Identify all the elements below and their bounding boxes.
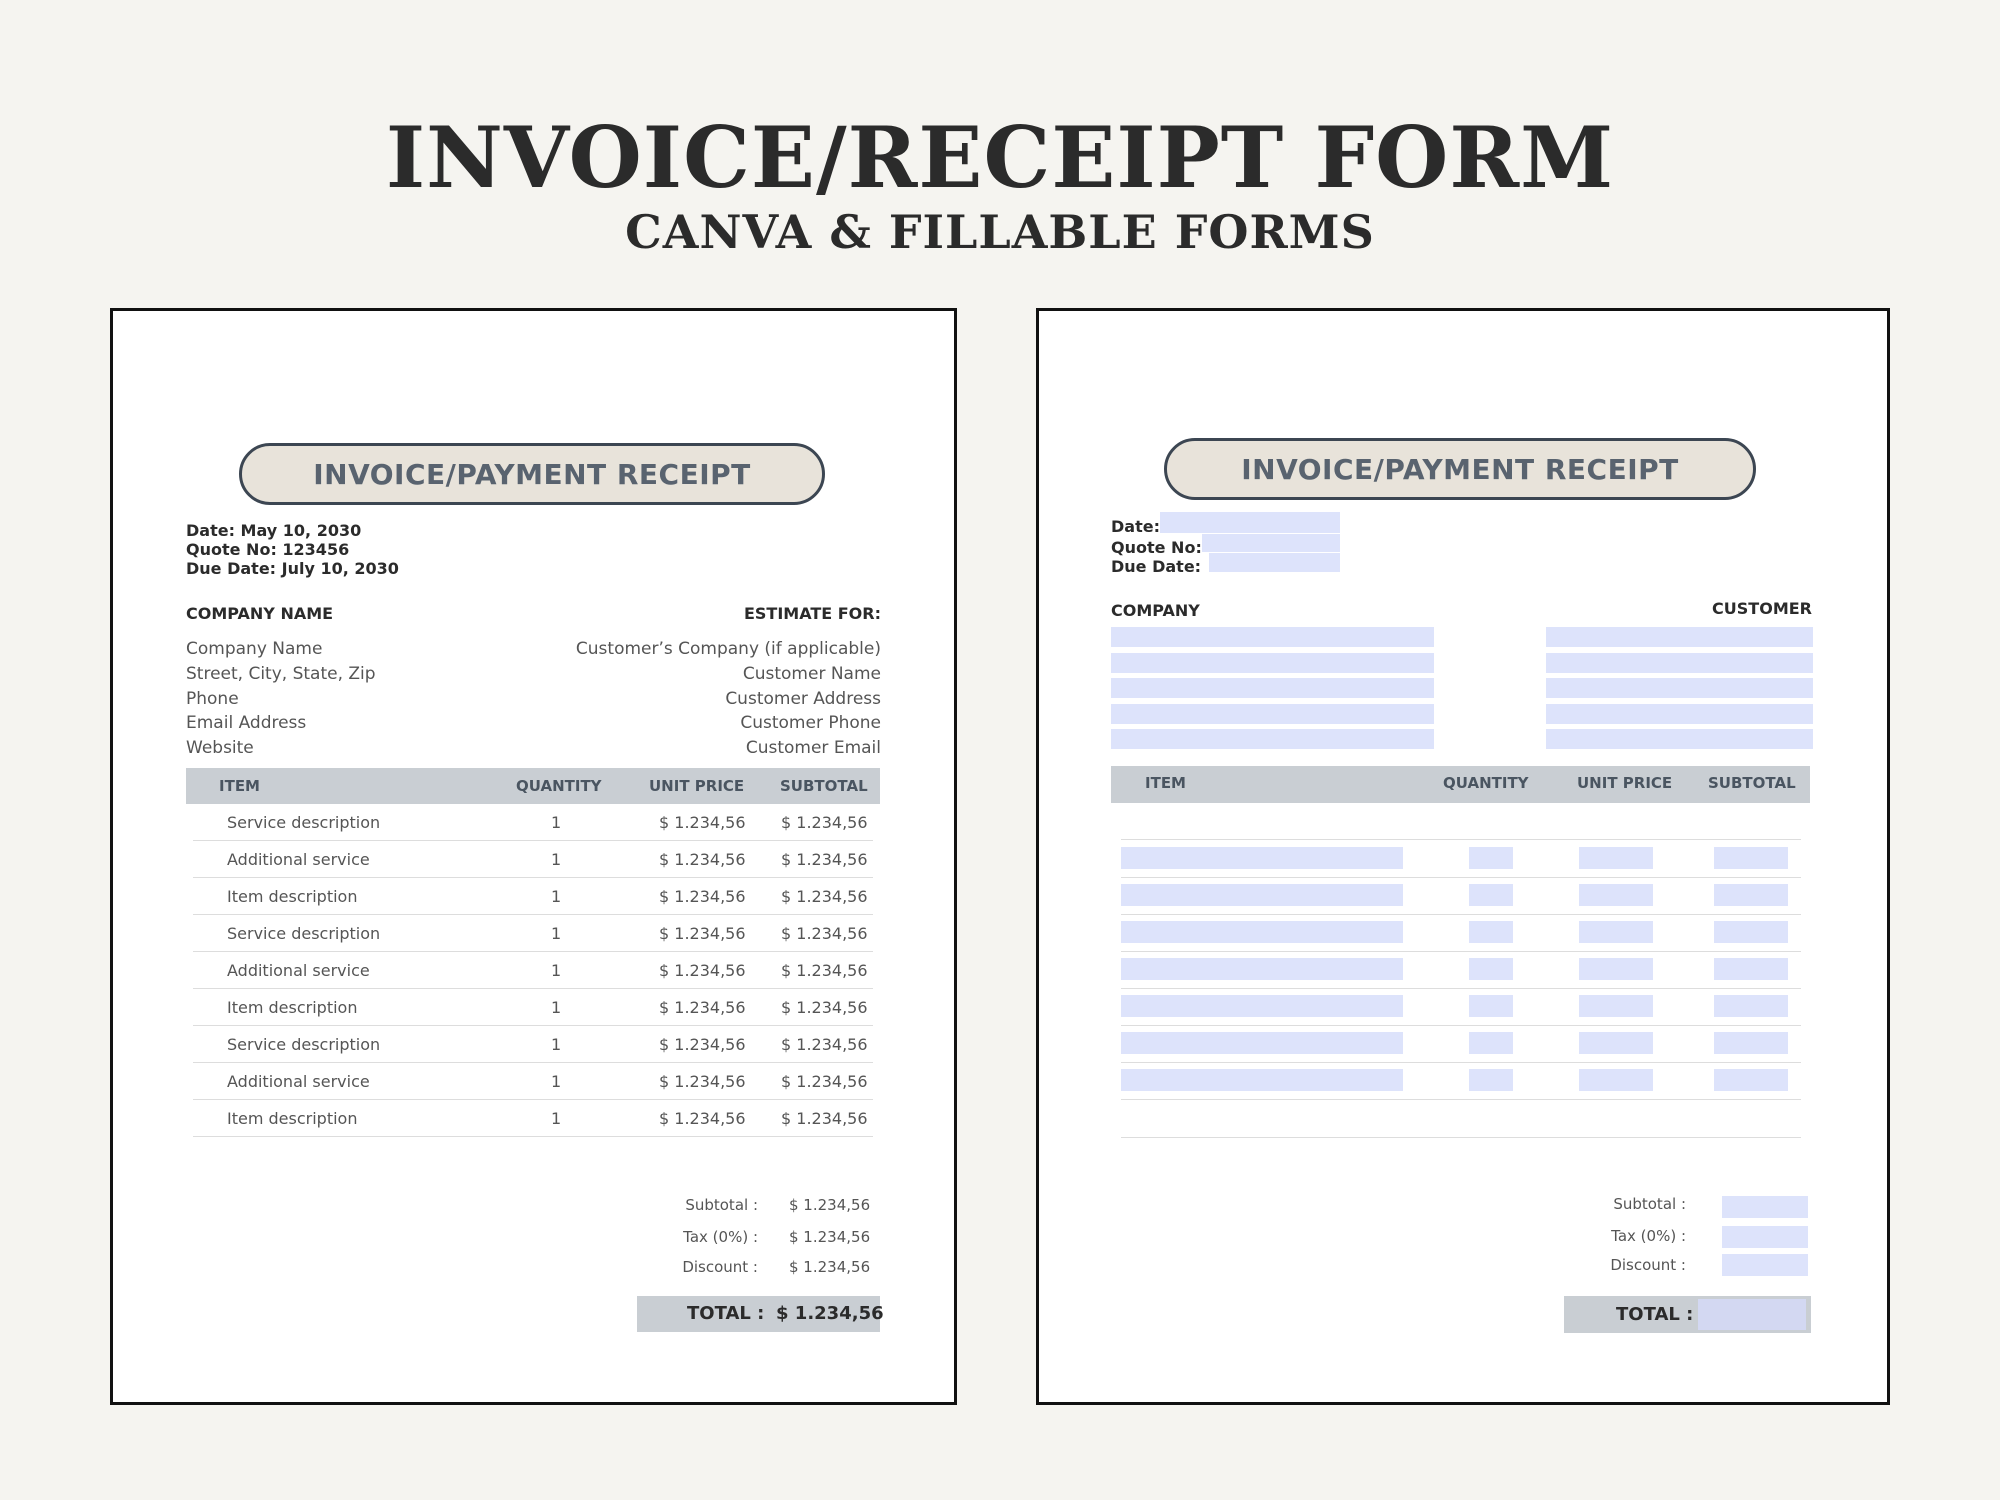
- filled-invoice-preview: [110, 308, 957, 1405]
- row-quantity-field[interactable]: [1469, 958, 1513, 980]
- row-subtotal-field[interactable]: [1714, 958, 1788, 980]
- row-divider: [193, 951, 873, 952]
- row-divider: [1121, 1099, 1801, 1100]
- row-item: Item description: [227, 1109, 358, 1128]
- due-date-field[interactable]: [1209, 553, 1340, 572]
- tax-label: Tax (0%) :: [683, 1228, 758, 1246]
- total-field[interactable]: [1698, 1299, 1806, 1330]
- row-divider: [1121, 877, 1801, 878]
- row-quantity-field[interactable]: [1469, 884, 1513, 906]
- estimate-header: ESTIMATE FOR:: [743, 604, 881, 623]
- subtotal-label: Subtotal :: [1613, 1195, 1686, 1213]
- row-quantity-field[interactable]: [1469, 921, 1513, 943]
- row-unit-price-field[interactable]: [1579, 995, 1653, 1017]
- column-quantity: QUANTITY: [516, 777, 602, 795]
- customer-line: Customer Phone: [740, 713, 881, 733]
- row-subtotal: $ 1.234,56: [781, 961, 868, 980]
- company-line: Phone: [186, 689, 239, 709]
- sub-title: CANVA & FILLABLE FORMS: [625, 205, 1375, 259]
- customer-info-field[interactable]: [1546, 627, 1813, 647]
- row-divider: [1121, 1025, 1801, 1026]
- row-quantity: 1: [551, 1072, 562, 1091]
- row-quantity: 1: [551, 1109, 562, 1128]
- subtotal-field[interactable]: [1722, 1196, 1808, 1218]
- row-quantity: 1: [551, 1035, 562, 1054]
- column-unit-price: UNIT PRICE: [649, 777, 745, 795]
- total-label: TOTAL :: [1616, 1304, 1694, 1325]
- due-date-label: Due Date:: [1111, 557, 1202, 576]
- items-table-header: [1111, 766, 1810, 803]
- row-divider: [1121, 839, 1801, 840]
- customer-info-field[interactable]: [1546, 704, 1813, 724]
- discount-label: Discount :: [1610, 1256, 1686, 1274]
- row-unit-price-field[interactable]: [1579, 921, 1653, 943]
- row-subtotal: $ 1.234,56: [781, 850, 868, 869]
- row-unit-price: $ 1.234,56: [659, 998, 746, 1017]
- subtotal-value: $ 1.234,56: [789, 1196, 871, 1214]
- row-subtotal-field[interactable]: [1714, 995, 1788, 1017]
- quote-number-label: Quote No:: [1111, 538, 1202, 557]
- row-unit-price: $ 1.234,56: [659, 1072, 746, 1091]
- row-quantity-field[interactable]: [1469, 995, 1513, 1017]
- main-title: INVOICE/RECEIPT FORM: [385, 108, 1615, 207]
- row-divider: [1121, 1137, 1801, 1138]
- row-subtotal-field[interactable]: [1714, 1032, 1788, 1054]
- company-line: Company Name: [186, 639, 323, 659]
- row-item: Service description: [227, 1035, 381, 1054]
- company-header: COMPANY NAME: [186, 604, 334, 623]
- row-item-field[interactable]: [1121, 1032, 1403, 1054]
- column-subtotal: SUBTOTAL: [1708, 774, 1796, 792]
- row-item-field[interactable]: [1121, 1069, 1403, 1091]
- company-header: COMPANY: [1111, 601, 1200, 620]
- row-item-field[interactable]: [1121, 995, 1403, 1017]
- row-quantity-field[interactable]: [1469, 1069, 1513, 1091]
- invoice-heading: INVOICE/PAYMENT RECEIPT: [1164, 438, 1756, 500]
- row-item: Item description: [227, 998, 358, 1017]
- fillable-invoice-form: [1036, 308, 1890, 1405]
- row-item: Service description: [227, 813, 381, 832]
- row-item: Service description: [227, 924, 381, 943]
- column-subtotal: SUBTOTAL: [780, 777, 868, 795]
- company-info-field[interactable]: [1111, 627, 1434, 647]
- total-bar: [1564, 1296, 1811, 1333]
- items-table-header: [186, 768, 880, 804]
- row-divider: [193, 877, 873, 878]
- customer-header: CUSTOMER: [1712, 599, 1812, 618]
- row-unit-price-field[interactable]: [1579, 884, 1653, 906]
- row-subtotal-field[interactable]: [1714, 1069, 1788, 1091]
- row-unit-price: $ 1.234,56: [659, 1109, 746, 1128]
- row-subtotal: $ 1.234,56: [781, 1109, 868, 1128]
- row-item-field[interactable]: [1121, 921, 1403, 943]
- total-value: $ 1.234,56: [776, 1303, 884, 1324]
- company-info-field[interactable]: [1111, 729, 1434, 749]
- row-divider: [1121, 1062, 1801, 1063]
- column-item: ITEM: [1145, 774, 1186, 792]
- company-line: Email Address: [186, 713, 307, 733]
- row-unit-price-field[interactable]: [1579, 1069, 1653, 1091]
- company-info-field[interactable]: [1111, 653, 1434, 673]
- row-item: Additional service: [227, 1072, 370, 1091]
- row-subtotal-field[interactable]: [1714, 884, 1788, 906]
- row-item: Additional service: [227, 961, 370, 980]
- row-quantity-field[interactable]: [1469, 1032, 1513, 1054]
- column-unit-price: UNIT PRICE: [1577, 774, 1673, 792]
- row-unit-price-field[interactable]: [1579, 847, 1653, 869]
- row-item-field[interactable]: [1121, 958, 1403, 980]
- row-divider: [193, 1062, 873, 1063]
- discount-value: $ 1.234,56: [789, 1258, 871, 1276]
- company-line: Website: [186, 738, 254, 758]
- column-quantity: QUANTITY: [1443, 774, 1529, 792]
- tax-field[interactable]: [1722, 1226, 1808, 1248]
- row-divider: [193, 1025, 873, 1026]
- customer-line: Customer Address: [725, 689, 881, 709]
- company-info-field[interactable]: [1111, 678, 1434, 698]
- date-field[interactable]: [1160, 512, 1340, 533]
- row-unit-price: $ 1.234,56: [659, 850, 746, 869]
- row-subtotal: $ 1.234,56: [781, 924, 868, 943]
- row-item-field[interactable]: [1121, 884, 1403, 906]
- row-divider: [1121, 951, 1801, 952]
- row-item: Additional service: [227, 850, 370, 869]
- row-subtotal-field[interactable]: [1714, 847, 1788, 869]
- row-divider: [1121, 988, 1801, 989]
- invoice-date: Date: May 10, 2030: [186, 521, 362, 540]
- row-divider: [193, 988, 873, 989]
- company-info-field[interactable]: [1111, 704, 1434, 724]
- row-unit-price-field[interactable]: [1579, 958, 1653, 980]
- customer-info-field[interactable]: [1546, 653, 1813, 673]
- tax-label: Tax (0%) :: [1611, 1227, 1686, 1245]
- row-divider: [193, 1099, 873, 1100]
- row-quantity: 1: [551, 924, 562, 943]
- quote-number: Quote No: 123456: [186, 540, 350, 559]
- company-line: Street, City, State, Zip: [186, 664, 376, 684]
- row-unit-price: $ 1.234,56: [659, 813, 746, 832]
- date-label: Date:: [1111, 517, 1160, 536]
- row-subtotal: $ 1.234,56: [781, 998, 868, 1017]
- subtotal-label: Subtotal :: [685, 1196, 758, 1214]
- due-date: Due Date: July 10, 2030: [186, 559, 399, 578]
- row-unit-price: $ 1.234,56: [659, 1035, 746, 1054]
- row-divider: [1121, 914, 1801, 915]
- customer-line: Customer Name: [742, 664, 881, 684]
- row-subtotal: $ 1.234,56: [781, 1035, 868, 1054]
- row-unit-price-field[interactable]: [1579, 1032, 1653, 1054]
- row-subtotal-field[interactable]: [1714, 921, 1788, 943]
- row-quantity: 1: [551, 850, 562, 869]
- tax-value: $ 1.234,56: [789, 1228, 871, 1246]
- discount-label: Discount :: [682, 1258, 758, 1276]
- row-unit-price: $ 1.234,56: [659, 887, 746, 906]
- invoice-heading: INVOICE/PAYMENT RECEIPT: [239, 443, 825, 505]
- customer-line: Customer Email: [745, 738, 881, 758]
- row-unit-price: $ 1.234,56: [659, 961, 746, 980]
- row-unit-price: $ 1.234,56: [659, 924, 746, 943]
- row-quantity-field[interactable]: [1469, 847, 1513, 869]
- total-label: TOTAL :: [687, 1303, 765, 1324]
- row-item-field[interactable]: [1121, 847, 1403, 869]
- row-divider: [193, 1136, 873, 1137]
- row-subtotal: $ 1.234,56: [781, 887, 868, 906]
- row-quantity: 1: [551, 887, 562, 906]
- quote-number-field[interactable]: [1202, 534, 1340, 552]
- discount-field[interactable]: [1722, 1254, 1808, 1276]
- row-divider: [193, 840, 873, 841]
- row-subtotal: $ 1.234,56: [781, 813, 868, 832]
- customer-line: Customer’s Company (if applicable): [575, 639, 881, 659]
- total-bar: [637, 1296, 884, 1332]
- row-divider: [193, 914, 873, 915]
- row-quantity: 1: [551, 961, 562, 980]
- row-quantity: 1: [551, 998, 562, 1017]
- customer-info-field[interactable]: [1546, 678, 1813, 698]
- column-item: ITEM: [219, 777, 260, 795]
- row-quantity: 1: [551, 813, 562, 832]
- customer-info-field[interactable]: [1546, 729, 1813, 749]
- row-item: Item description: [227, 887, 358, 906]
- row-subtotal: $ 1.234,56: [781, 1072, 868, 1091]
